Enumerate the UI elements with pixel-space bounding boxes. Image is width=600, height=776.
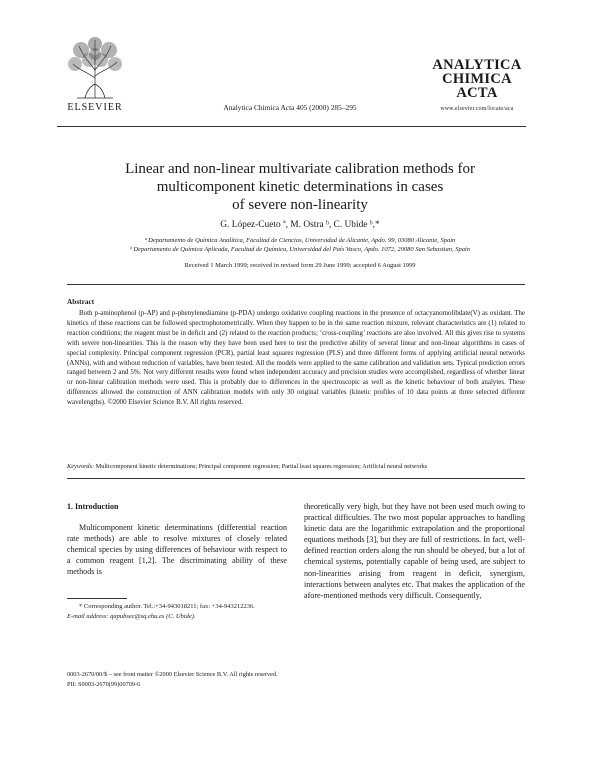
header-divider	[57, 126, 526, 127]
pii-line: PII: S0003-2670(99)00709-6	[67, 681, 141, 688]
elsevier-tree-icon	[67, 34, 123, 100]
keywords-list: Multicomponent kinetic determinations; Principal component regression; Partial least squares regression; Artificial neural networks	[95, 463, 428, 470]
affiliation-b: ᵇ Departamento de Química Aplicada, Facultad de Química, Universidad del País Vasco, Apdo. 1072, 20080 San Sebastian, Spain	[129, 246, 470, 253]
footnote-divider	[67, 598, 127, 599]
abstract-bottom-divider	[67, 478, 525, 479]
article-title	[80, 160, 520, 214]
journal-logo-text	[428, 58, 526, 100]
article-dates: Received 1 March 1999; received in revised form 29 June 1999; accepted 6 August 1999	[184, 262, 416, 269]
abstract-heading: Abstract	[67, 297, 95, 306]
elsevier-logo	[57, 34, 133, 118]
journal-logo-line: CHIMICA	[442, 71, 512, 87]
intro-paragraph-left: Multicomponent kinetic determinations (differential reaction rate methods) are able to resolve mixtures of closely related chemical species by using differences of behaviour with respect to a common reagent [1,2]. The discriminating ability of these methods is	[67, 523, 287, 577]
journal-logo-line: ANALYTICA	[432, 57, 522, 73]
publisher-name: ELSEVIER	[67, 102, 123, 113]
journal-logo	[428, 58, 526, 112]
footnote	[67, 602, 287, 621]
journal-url[interactable]: www.elsevier.com/locate/aca	[440, 106, 514, 112]
title-line: of severe non-linearity	[232, 197, 368, 213]
footnote-email[interactable]: E-mail address: qapubsec@sq.ehu.es (C. Ubide).	[67, 612, 196, 620]
author-list: G. López-Cueto ª, M. Ostra ᵇ, C. Ubide ᵇ,*	[220, 220, 380, 230]
abstract-top-divider	[67, 284, 525, 285]
journal-citation: Analytica Chimica Acta 405 (2000) 285–295	[223, 103, 357, 112]
title-line: multicomponent kinetic determinations in cases	[156, 179, 444, 195]
abstract-text: Both p-aminophenol (p-AP) and p-phenylenediamine (p-PDA) undergo oxidative coupling reactions in the presence of octacyanomolibdate(V) as oxidant. The kinetics of these reactions can be followed spectrophotometrically. When they happen to be in the same reaction mixture, relevant characteristics are (1) related to reaction conditions; the reagent must be in deficit and (2) related to the reaction products; ‘cross-coupling’ reactions are also involved. All this gives rise to systems with severe non-linearities. This is the reason why they have been used here to test the predictive ability of several linear and non-linear algorithms in cases of special complexity. Principal component regression (PCR), partial least squares regression (PLS) and three different forms of applying artificial neural networks (ANNs), with and without reduction of variables, have been tested. All the models were applied to the same calibration and validation sets. Typical prediction errors ranged between 2 and 5%. Not very different results were found when independent accuracy and precision studies were accomplished, regardless of whether linear or non-linear calibration methods were used. This is probably due to differences in the spectroscopic as well as the kinetic behaviour of both analytes. These differences allowed the construction of ANN calibration models with only 30 original variables (kinetic profiles of 10 data points at three selected different wavelengths). ©2000 Elsevier Science B.V. All rights reserved.	[67, 309, 525, 407]
intro-paragraph-right: theoretically very high, but they have not been used much owing to practical difficulties. The two most popular approaches to handling kinetic data are the logarithmic extrapolation and the proportional equations methods [3], but they are full of restrictions. In fact, well-defined reaction orders along the run should be obeyed, but a lot of chemical systems, potentially capable of being used, are subject to non-linearities arising from reagent in deficit, synergism, interactions between analytes etc. That makes the application of the afore-mentioned methods very difficult. Consequently,	[304, 502, 525, 600]
title-line: Linear and non-linear multivariate calibration methods for	[125, 161, 475, 177]
keywords	[67, 463, 525, 470]
affiliation-a: ª Departamento de Química Analítica, Facultad de Ciencias, Universidad de Alicante, Apdo. 99, 03080 Alicante, Spain	[144, 237, 456, 244]
keywords-label: Keywords:	[67, 463, 95, 470]
issn-line: 0003-2670/00/$ – see front matter ©2000 Elsevier Science B.V. All rights reserved.	[67, 671, 278, 678]
section-heading: 1. Introduction	[67, 502, 119, 511]
journal-logo-line: ACTA	[456, 85, 498, 101]
issn-block	[67, 670, 527, 690]
affiliations	[60, 236, 540, 254]
footnote-correspondence: * Corresponding author. Tel.:+34-943018211; fax: +34-943212236.	[79, 603, 255, 610]
